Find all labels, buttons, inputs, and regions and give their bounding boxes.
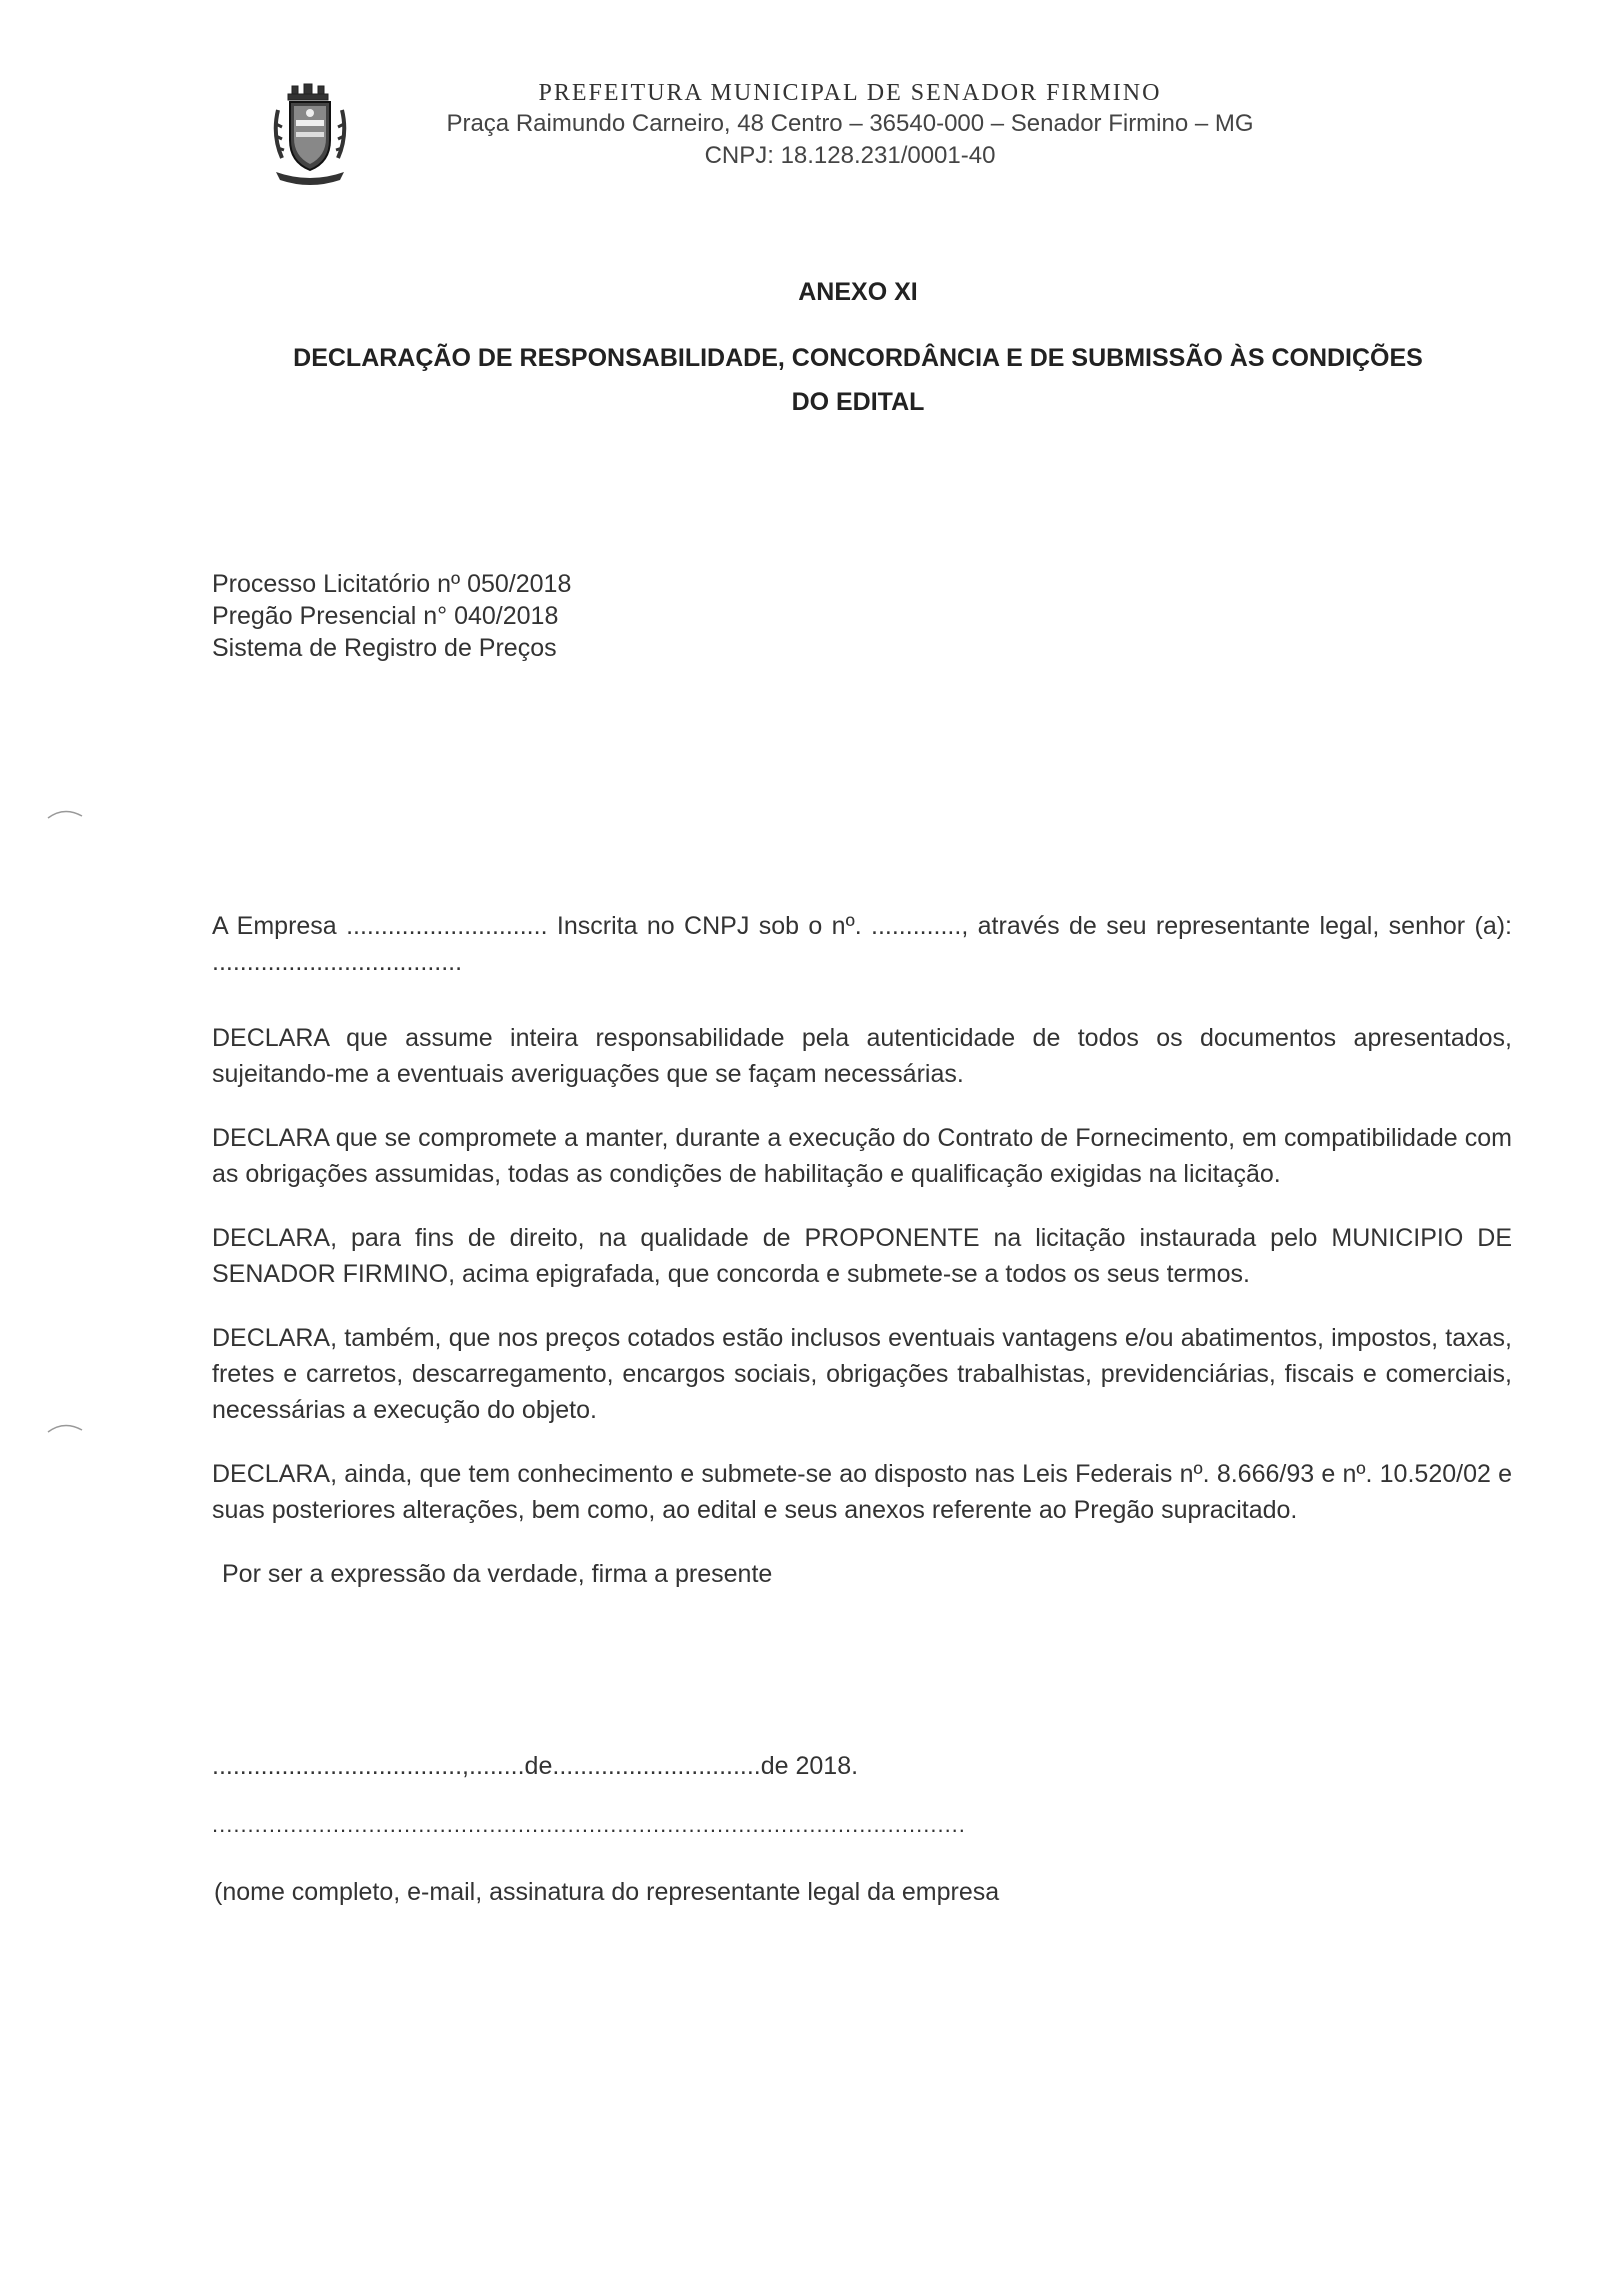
annex-heading: ANEXO XI [798, 278, 918, 306]
letterhead-address: Praça Raimundo Carneiro, 48 Centro – 36540-000 – Senador Firmino – MG [446, 110, 1254, 137]
closing-statement: Por ser a expressão da verdade, firma a presente [222, 1560, 773, 1588]
signature-caption: (nome completo, e-mail, assinatura do representante legal da empresa [214, 1878, 1000, 1906]
declaration-paragraph: DECLARA que se compromete a manter, durante a execução do Contrato de Fornecimento, em compatibilidade com as obrigações assumidas, todas as condições de habilitação e qualificação exigidas na licitação. [212, 1124, 1512, 1188]
letterhead-cnpj: CNPJ: 18.128.231/0001-40 [704, 142, 996, 169]
process-info [212, 568, 571, 664]
declaration-paragraph: DECLARA, ainda, que tem conhecimento e submete-se ao disposto nas Leis Federais nº. 8.666/93 e nº. 10.520/02 e suas posteriores alterações, bem como, ao edital e seus anexos referente ao Pregão supracitado. [212, 1460, 1512, 1524]
declaration-paragraph: DECLARA que assume inteira responsabilidade pela autenticidade de todos os documentos apresentados, sujeitando-me a eventuais averiguações que se façam necessárias. [212, 1024, 1512, 1088]
declaration-title-line-2: DO EDITAL [791, 388, 925, 416]
declaration-paragraph: DECLARA, para fins de direito, na qualidade de PROPONENTE na licitação instaurada pelo MUNICIPIO DE SENADOR FIRMINO, acima epigrafada, que concorda e submete-se a todos os seus termos. [212, 1224, 1512, 1288]
letterhead-title: PREFEITURA MUNICIPAL DE SENADOR FIRMINO [538, 80, 1162, 106]
company-identification: A Empresa ............................. Inscrita no CNPJ sob o nº. ............., através de seu representante legal, senhor (a): .................................... [212, 912, 1512, 976]
scan-mark-icon [46, 806, 86, 820]
declaration-body [212, 908, 1512, 1592]
declaration-title [200, 336, 1516, 424]
auction-number: Pregão Presencial n° 040/2018 [212, 602, 559, 630]
scan-mark-icon [46, 1420, 86, 1434]
registry-system: Sistema de Registro de Preços [212, 634, 557, 662]
letterhead [300, 78, 1400, 172]
signature-line: .......................................................................................................... [212, 1812, 966, 1837]
declaration-paragraph: DECLARA, também, que nos preços cotados estão inclusos eventuais vantagens e/ou abatimentos, impostos, taxas, fretes e carretos, descarregamento, encargos sociais, obrigações trabalhistas, previdenciárias, fiscais e comerciais, necessárias a execução do objeto. [212, 1324, 1512, 1424]
process-number: Processo Licitatório nº 050/2018 [212, 570, 572, 598]
date-line: ....................................,........de..............................de 2018. [212, 1752, 859, 1780]
declaration-title-line-1: DECLARAÇÃO DE RESPONSABILIDADE, CONCORDÂNCIA E DE SUBMISSÃO ÀS CONDIÇÕES [293, 344, 1423, 372]
